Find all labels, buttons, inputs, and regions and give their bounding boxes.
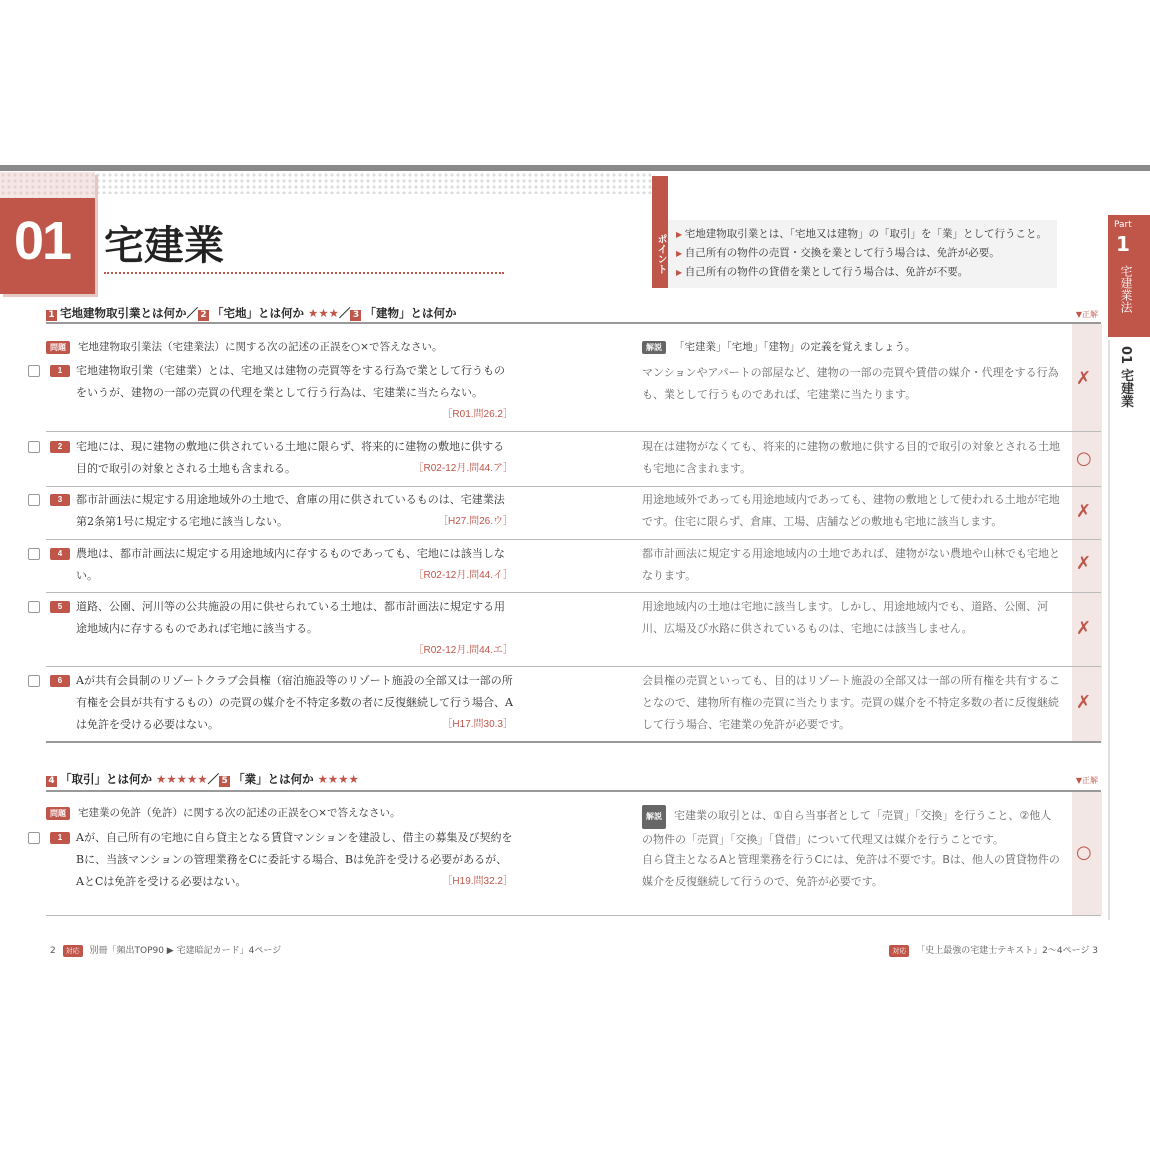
chapter-dots: [0, 172, 95, 198]
question-source: ［H17.問30.3］: [442, 719, 513, 730]
chapter-number: 01: [14, 211, 71, 271]
answer-mark: ○: [1076, 448, 1092, 469]
row-divider: [46, 666, 1101, 667]
question-tag: 問題: [46, 807, 70, 820]
bottom-rule: [46, 915, 1101, 916]
question-text: 宅地には、現に建物の敷地に供されている土地に限らず、将来的に建物の敷地に供する目的で取引の対象とされる土地も含まれる。: [76, 440, 505, 475]
section-title: 「宅地」とは何か: [212, 306, 304, 320]
page-number: 2: [50, 946, 56, 956]
footer-right: [885, 943, 1098, 957]
importance-stars: ★★★★★: [156, 772, 208, 786]
importance-stars: ★★★★: [317, 772, 359, 786]
explanation: 用途地域内の土地は宅地に該当します。しかし、用途地域内でも、道路、公園、河川、広場及び水路に供されているものは、宅地には該当しません。: [642, 600, 1049, 635]
question-item: [28, 670, 513, 736]
question-source: ［H27.問26.ウ］: [437, 516, 513, 527]
section-number: 5: [219, 776, 230, 787]
answer-mark: ✗: [1076, 501, 1092, 522]
question-text: Aが共有会員制のリゾートクラブ会員権（宿泊施設等のリゾート施設の全部又は一部の所有権を会員が共有するもの）の売買の媒介を不特定多数の者に反復継続して行う場合、Aは免許を受ける必要はない。: [76, 674, 513, 731]
point-item: ▶ 宅地建物取引業とは、「宅地又は建物」の「取引」を「業」として行うこと。: [676, 225, 1047, 244]
footer-tag: 対応: [63, 945, 83, 957]
checkbox[interactable]: [28, 832, 40, 844]
explanation-intro: [642, 339, 916, 354]
footer-left: [50, 943, 281, 957]
answer-mark: ✗: [1076, 618, 1092, 639]
answer-note: ▼正解: [1075, 776, 1098, 785]
question-source: ［R01.問26.2］: [442, 409, 513, 420]
section-rule: [46, 790, 1101, 792]
question-intro-text: 宅建業の免許（免許）に関する次の記述の正誤を○×で答えなさい。: [78, 807, 401, 819]
explanation-text: 宅建業の取引とは、①自ら当事者として「売買」「交換」を行うこと、②他人の物件の「売買」「交換」「貸借」について代理又は媒介を行うことです。: [642, 809, 1052, 846]
answer-mark: ○: [1076, 842, 1092, 863]
section-title: 宅地建物取引業とは何か／: [60, 306, 198, 320]
question-intro: [46, 805, 400, 820]
question-intro-text: 宅地建物取引業法（宅建業法）に関する次の記述の正誤を○×で答えなさい。: [78, 341, 443, 353]
chapter-underline: [104, 272, 504, 274]
section-heading-2: [46, 771, 359, 787]
point-list: [676, 225, 1047, 282]
section-end-rule: [46, 741, 1101, 743]
page-number: 3: [1092, 946, 1098, 956]
question-number: 2: [50, 441, 70, 453]
point-item: ▶ 自己所有の物件の売買・交換を業として行う場合は、免許が必要。: [676, 244, 1047, 263]
section-title: 「建物」とは何か: [364, 306, 457, 320]
answer-mark: ✗: [1076, 553, 1092, 574]
question-item: [28, 436, 513, 480]
explanation: マンションやアパートの部屋など、建物の一部の売買や賃借の媒介・代理をする行為も、業として行うものであれば、宅建業に当たります。: [642, 366, 1059, 401]
row-divider: [46, 486, 1101, 487]
question-text: 宅地建物取引業（宅建業）とは、宅地又は建物の売買等をする行為で業として行うものをいうが、建物の一部の売買の代理を業として行う行為は、宅建業に当たらない。: [76, 364, 505, 399]
explanation: 自ら貸主となるAと管理業務を行うCには、免許は不要です。Bは、他人の賃貸物件の媒介を反復継続して行うので、免許が必要です。: [642, 853, 1060, 888]
question-intro: [46, 339, 442, 354]
dot-pattern: [95, 172, 655, 194]
explanation: 用途地域外であっても用途地域内であっても、建物の敷地として使われる土地が宅地です。住宅に限らず、倉庫、工場、店舗などの敷地も宅地に該当します。: [642, 493, 1060, 528]
section-number: 2: [198, 310, 209, 321]
question-item: [28, 543, 513, 587]
question-text: Aが、自己所有の宅地に自ら貸主となる賃貸マンションを建設し、借主の募集及び契約をBに、当該マンションの管理業務をCに委託する場合、Bは免許を受ける必要があるが、AとCは免許を受ける必要はない。: [76, 831, 513, 888]
part-label: Part: [1114, 220, 1132, 230]
question-text: 農地は、都市計画法に規定する用途地域内に存するものであっても、宅地には該当しない。: [76, 547, 505, 582]
part-number: 1: [1116, 232, 1130, 256]
section-number: 4: [46, 776, 57, 787]
question-item: [28, 360, 513, 426]
question-number: 6: [50, 675, 70, 687]
answer-mark: ✗: [1076, 368, 1092, 389]
question-number: 5: [50, 601, 70, 613]
question-item: [28, 489, 513, 533]
explanation: 現在は建物がなくても、将来的に建物の敷地に供する目的で取引の対象とされる土地も宅地に含まれます。: [642, 440, 1060, 475]
separator: ／: [338, 306, 351, 320]
question-item: [28, 596, 513, 662]
section-rule: [46, 322, 1101, 324]
row-divider: [46, 539, 1101, 540]
question-source: ［R02-12月.問44.イ］: [413, 570, 513, 581]
question-number: 1: [50, 832, 70, 844]
row-divider: [46, 431, 1101, 432]
section-title: 「取引」とは何か: [60, 772, 152, 786]
point-tag: ポイント: [652, 176, 668, 288]
checkbox[interactable]: [28, 601, 40, 613]
top-strip: [0, 165, 1150, 171]
part-name: 宅建業法: [1119, 265, 1133, 313]
checkbox[interactable]: [28, 494, 40, 506]
question-source: ［H19.問32.2］: [442, 876, 513, 887]
separator: ／: [207, 772, 220, 786]
explanation-tag: 解説: [642, 805, 666, 829]
question-number: 1: [50, 365, 70, 377]
question-tag: 問題: [46, 341, 70, 354]
question-text: 道路、公園、河川等の公共施設の用に供せられている土地は、都市計画法に規定する用途地域内に存するものであれば宅地に該当する。: [76, 600, 505, 635]
importance-stars: ★★★: [308, 306, 339, 320]
question-source: ［R02-12月.問44.ア］: [413, 463, 513, 474]
footer-reference: 別冊「頻出TOP90 ▶ 宅建暗記カード」4ページ: [89, 946, 282, 956]
explanation-intro-text: 「宅建業」「宅地」「建物」の定義を覚えましょう。: [674, 341, 916, 353]
checkbox[interactable]: [28, 441, 40, 453]
question-number: 3: [50, 494, 70, 506]
section-number: 1: [46, 310, 57, 321]
explanation-tag: 解説: [642, 341, 666, 354]
section-number: 3: [350, 310, 361, 321]
side-chapter-label: 01 宅建業: [1118, 346, 1133, 408]
answer-mark: ✗: [1076, 692, 1092, 713]
question-item: [28, 827, 513, 893]
side-line: [1108, 340, 1110, 920]
section-heading-1: [46, 305, 456, 321]
row-divider: [46, 592, 1101, 593]
footer-tag: 対応: [889, 945, 909, 957]
explanation: 会員権の売買といっても、目的はリゾート施設の全部又は一部の所有権を共有することなので、建物所有権の売買に当たります。売買の媒介を不特定多数の者に反復継続して行う場合、宅建業の免許が必要です。: [642, 674, 1060, 731]
explanation: [642, 805, 1062, 851]
point-item: ▶ 自己所有の物件の貸借を業として行う場合は、免許が不要。: [676, 263, 1047, 282]
explanation: 都市計画法に規定する用途地域内の土地であれば、建物がない農地や山林でも宅地となります。: [642, 547, 1060, 582]
checkbox[interactable]: [28, 365, 40, 377]
checkbox[interactable]: [28, 675, 40, 687]
footer-reference: 「史上最強の宅建士テキスト」2〜4ページ: [916, 946, 1090, 956]
question-source: ［R02-12月.問44.エ］: [413, 645, 513, 656]
question-number: 4: [50, 548, 70, 560]
question-text: 都市計画法に規定する用途地域外の土地で、倉庫の用に供されているものは、宅建業法第2条第1号に規定する宅地に該当しない。: [76, 493, 505, 528]
checkbox[interactable]: [28, 548, 40, 560]
chapter-title: 宅建業: [104, 223, 224, 269]
answer-note: ▼正解: [1075, 310, 1098, 319]
section-title: 「業」とは何か: [233, 772, 314, 786]
